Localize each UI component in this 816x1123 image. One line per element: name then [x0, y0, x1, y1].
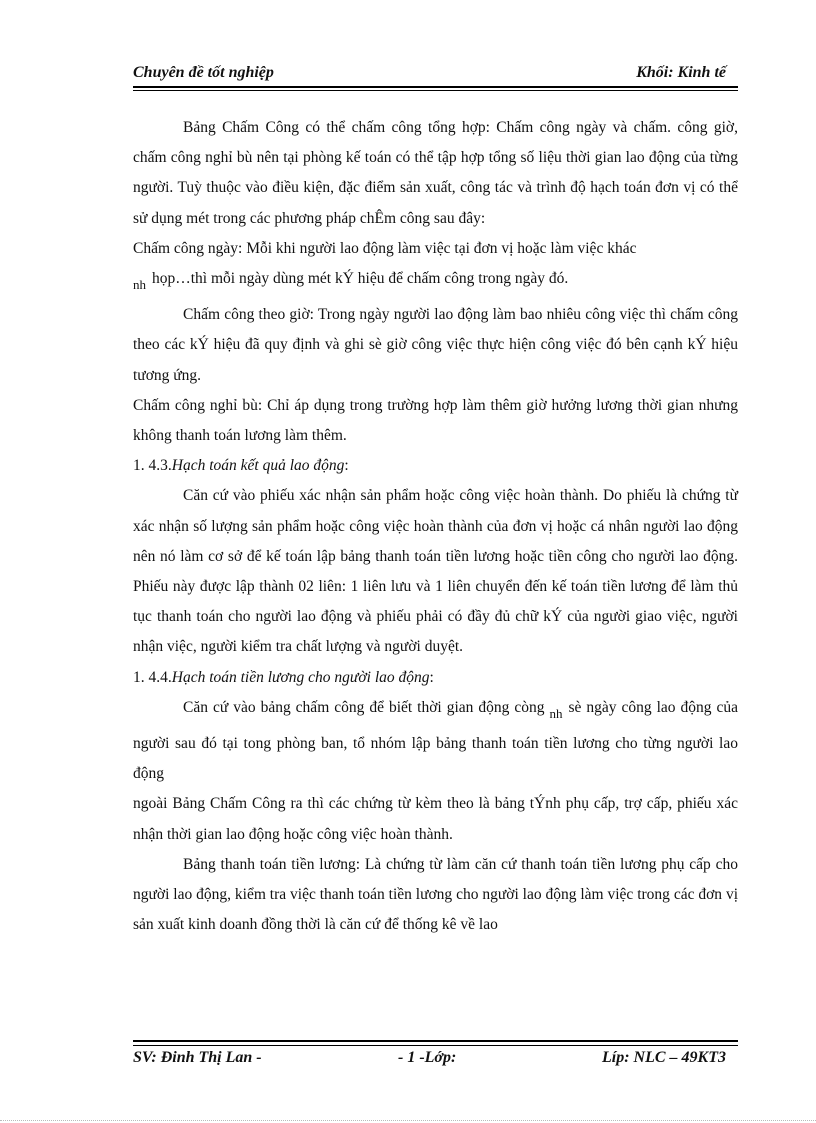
paragraph: Chấm công nghỉ bù: Chỉ áp dụng trong trường hợp làm thêm giờ hưởng lương thời gian nhưng không thanh toán lương làm thêm. [133, 396, 738, 445]
page-footer [133, 1040, 738, 1066]
section-colon: : [344, 457, 349, 475]
paragraph: Bảng Chấm Công có thể chấm công tổng hợp: Chấm công ngày và chấm. công giờ, chấm công nghỉ bù nên tại phòng kế toán có thể tập hợp tổng số liệu thời gian lao động của từng người. Tuỳ thuộc vào điều kiện, đặc điểm sản xuất, công tác và trình độ hạch toán đơn vị có thể sử dụng mét trong các phương pháp chÊm công sau đây: [133, 119, 738, 227]
paragraph: Chấm công theo giờ: Trong ngày người lao động làm bao nhiêu công việc thì chấm công theo các kÝ hiệu đã quy định và ghi sè giờ công việc thực hiện công việc đó bên cạnh kÝ hiệu tương ứng. [133, 306, 738, 384]
footer-page-number: - 1 -Lớp: [398, 1049, 457, 1066]
page-header [133, 60, 738, 88]
document-body [133, 113, 738, 940]
paragraph-text: Chấm công ngày: Mỗi khi người lao động làm việc tại đơn vị hoặc làm việc khác [133, 239, 637, 257]
paragraph-text: Căn cứ vào bảng chấm công để biết thời gian động còng [183, 698, 545, 716]
header-title: Chuyên đề tốt nghiệp [133, 64, 274, 81]
section-heading [133, 451, 738, 481]
section-number: 1. 4.4. [133, 668, 172, 686]
paragraph: Căn cứ vào phiếu xác nhận sản phẩm hoặc công việc hoàn thành. Do phiếu là chứng từ xác nhận số lượng sản phẩm hoặc công việc hoàn thành của đơn vị hoặc cá nhân người lao động nên nó làm cơ sở để kế toán lập bảng thanh toán tiền lương hoặc tiền công cho người lao động. Phiếu này được lập thành 02 liên: 1 liên lưu và 1 liên chuyển đến kế toán tiền lương để làm thủ tục thanh toán cho người lao động và phiếu phải có đầy đủ chữ kÝ của người giao việc, người nhận việc, người kiểm tra chất lượng và người duyệt. [133, 487, 738, 656]
subscript-fragment: nh [133, 277, 146, 293]
footer-student: SV: Đinh Thị Lan - [133, 1049, 262, 1066]
paragraph: ngoài Bảng Chấm Công ra thì các chứng từ kèm theo là bảng tÝnh phụ cấp, trợ cấp, phiếu xác nhận thời gian lao động hoặc công việc hoàn thành. [133, 795, 738, 843]
paragraph-daily [133, 234, 738, 300]
paragraph-text: sè ngày công lao động của người sau đó tại tong phòng ban, tổ nhóm lập bảng thanh toán tiền lương cho từng người lao động [133, 698, 739, 783]
section-number: 1. 4.3. [133, 457, 172, 475]
section-heading [133, 663, 738, 693]
subscript-fragment: nh [549, 705, 563, 721]
header-department: Khối: Kinh tế [636, 64, 726, 81]
page-boundary [0, 1120, 816, 1121]
paragraph [133, 693, 738, 790]
section-colon: : [429, 668, 434, 686]
paragraph-text: họp…thì mỗi ngày dùng mét kÝ hiệu để chấm công trong ngày đó. [152, 270, 569, 288]
section-title: Hạch toán tiền lương cho người lao động [171, 668, 430, 686]
section-title: Hạch toán kết quả lao động [171, 457, 345, 475]
paragraph: Bảng thanh toán tiền lương: Là chứng từ làm căn cứ thanh toán tiền lương phụ cấp cho người lao động, kiểm tra việc thanh toán tiền lương cho người lao động làm việc trong các đơn vị sản xuất kinh doanh đồng thời là căn cứ để thống kê về lao [133, 855, 738, 934]
footer-class: Líp: NLC – 49KT3 [602, 1049, 726, 1066]
